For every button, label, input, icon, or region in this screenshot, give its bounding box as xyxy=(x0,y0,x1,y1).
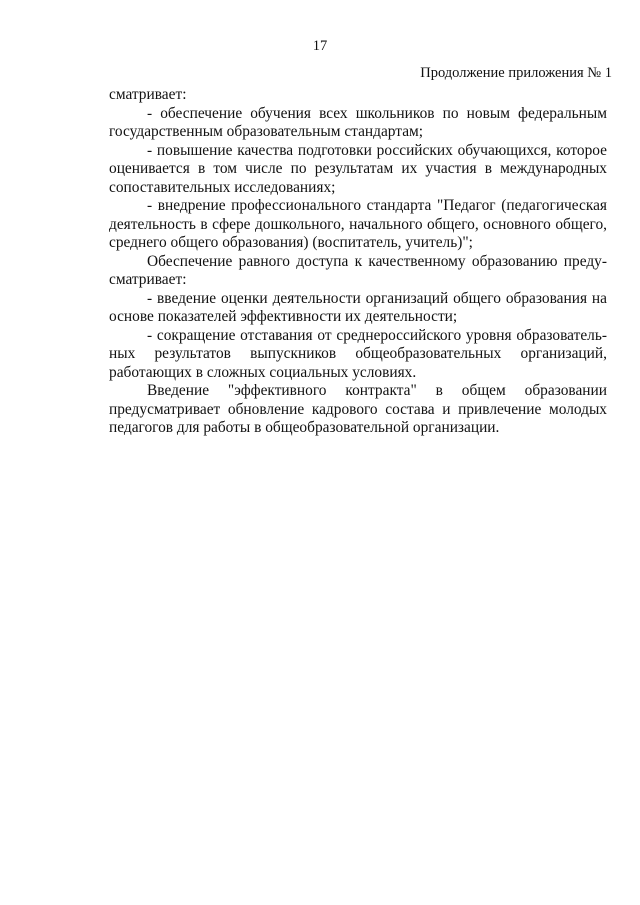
paragraph-continuation: сматривает: xyxy=(109,86,187,103)
body-text xyxy=(109,86,607,438)
page-number: 17 xyxy=(312,38,328,54)
annex-continuation-note: Продолжение приложения № 1 xyxy=(420,65,612,81)
paragraph-bullet-gap: - сокращение отставания от среднероссийского уровня образовательных результатов выпускников общеобразовательных организаций, работающих в сложных социальных условиях. xyxy=(109,326,607,381)
paragraph-bullet-standard: - внедрение профессионального стандарта "Педагог (педагогическая деятельность в сфере дошкольного, начального общего, основного общего, среднего общего образования) (воспитатель, учитель)"; xyxy=(109,197,607,251)
paragraph-bullet-evaluation: - введение оценки деятельности организаций общего образования на основе показателей эффективности их деятельности; xyxy=(109,289,607,325)
paragraph-effective-contract: Введение "эффективного контракта" в общем образовании предусматривает обновление кадрового состава и привлечение молодых педагогов для работы в общеобразовательной организации. xyxy=(109,382,607,436)
paragraph-equal-access: Обеспечение равного доступа к качественному образованию предусматривает: xyxy=(109,252,607,288)
paragraph-bullet-fgos: - обеспечение обучения всех школьников по новым федеральным государственным образовательным стандартам; xyxy=(109,104,607,140)
paragraph-bullet-quality: - повышение качества подготовки российских обучающихся, которое оценивается в том числе по результатам их участия в международных сопоставительных исследованиях; xyxy=(109,141,607,196)
